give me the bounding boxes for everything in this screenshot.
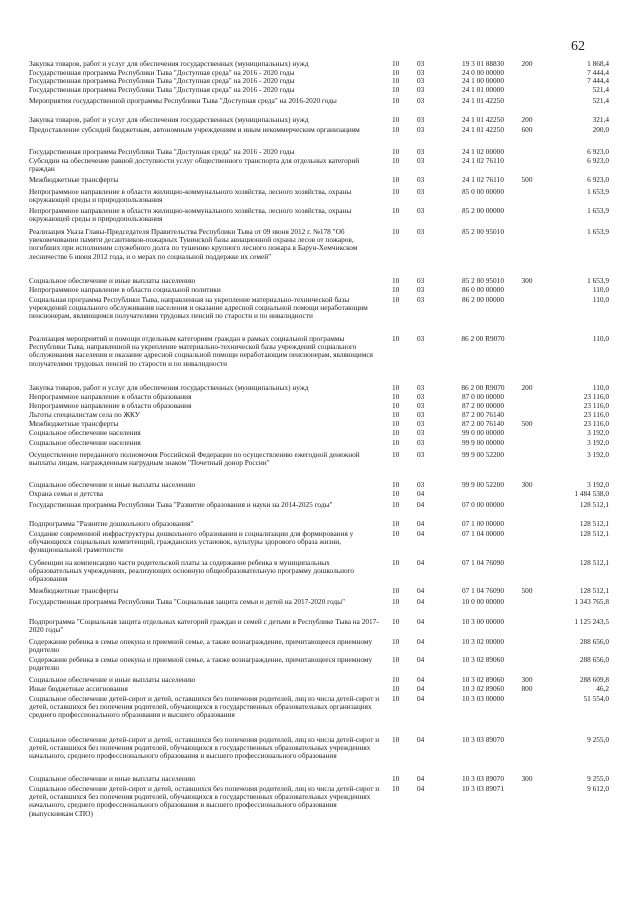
section-code: 10 — [392, 410, 400, 419]
subsection-code: 04 — [417, 489, 425, 498]
amount: 3 192,0 — [587, 480, 609, 489]
section-code: 10 — [392, 156, 400, 165]
subsection-code: 04 — [417, 586, 425, 595]
amount: 23 116,0 — [583, 419, 609, 428]
subsection-code: 04 — [417, 675, 425, 684]
subsection-code: 03 — [417, 76, 425, 85]
target-article-code: 87 2 00 76140 — [462, 419, 504, 428]
target-article-code: 10 3 03 89070 — [462, 735, 504, 744]
amount: 7 444,4 — [587, 68, 609, 77]
section-code: 10 — [392, 558, 400, 567]
amount: 9 255,0 — [587, 774, 609, 783]
row-name: Социальное обеспечение и иные выплаты населению — [29, 774, 196, 783]
amount: 3 192,0 — [587, 450, 609, 459]
amount: 288 609,8 — [579, 675, 609, 684]
section-code: 10 — [392, 187, 400, 196]
target-article-code: 24 1 01 00000 — [462, 85, 504, 94]
row-name: Реализация мероприятий и помощи отдельным категориям граждан в рамках социальной программы Республики Тыва, направленной на укрепление материально-технической базы учреждений социального обслуживания населения и оказание адресной социальной помощи неработающим пенсионерам, являющимся получателями трудовых пенсий по старости и по инвалидности — [29, 334, 374, 368]
row-name: Льготы специалистам села по ЖКУ — [29, 410, 140, 419]
subsection-code: 03 — [417, 276, 425, 285]
section-code: 10 — [392, 684, 400, 693]
amount: 1 125 243,5 — [574, 617, 609, 626]
row-name: Государственная программа Республики Тыва "Доступная среда" на 2016 - 2020 годы — [29, 147, 295, 156]
amount: 3 192,0 — [587, 438, 609, 447]
target-article-code: 10 0 00 00000 — [462, 597, 504, 606]
target-article-code: 24 1 02 76110 — [462, 156, 504, 165]
amount: 200,0 — [592, 125, 609, 134]
expense-type-code: 300 — [521, 276, 533, 285]
section-code: 10 — [392, 438, 400, 447]
target-article-code: 86 2 00 00000 — [462, 295, 504, 304]
target-article-code: 07 1 04 76090 — [462, 558, 504, 567]
target-article-code: 86 2 00 R9070 — [461, 334, 505, 343]
subsection-code: 03 — [417, 383, 425, 392]
subsection-code: 03 — [417, 438, 425, 447]
expense-type-code: 200 — [521, 59, 533, 68]
target-article-code: 87 0 00 00000 — [462, 392, 504, 401]
section-code: 10 — [392, 334, 400, 343]
section-code: 10 — [392, 597, 400, 606]
target-article-code: 99 9 00 52200 — [462, 480, 504, 489]
section-code: 10 — [392, 617, 400, 626]
row-name: Непрограммное направление в области жилищно-коммунального хозяйства, лесного хозяйства, охраны окружающей среды и природопользования — [29, 187, 352, 205]
expense-type-code: 200 — [521, 115, 533, 124]
amount: 1 343 765,8 — [574, 597, 609, 606]
subsection-code: 03 — [417, 410, 425, 419]
row-name: Непрограммное направление в области образования — [29, 401, 192, 410]
section-code: 10 — [392, 295, 400, 304]
amount: 128 512,1 — [579, 519, 609, 528]
subsection-code: 04 — [417, 655, 425, 664]
row-name: Социальное обеспечение населения — [29, 438, 141, 447]
section-code: 10 — [392, 401, 400, 410]
subsection-code: 03 — [417, 125, 425, 134]
section-code: 10 — [392, 125, 400, 134]
target-article-code: 85 2 00 95010 — [462, 276, 504, 285]
subsection-code: 03 — [417, 428, 425, 437]
amount: 23 116,0 — [583, 410, 609, 419]
amount: 6 923,0 — [587, 175, 609, 184]
amount: 288 656,0 — [579, 637, 609, 646]
section-code: 10 — [392, 519, 400, 528]
row-name: Содержание ребенка в семье опекуна и приемной семье, а также вознаграждение, причитающееся приемному родителю — [29, 637, 373, 655]
section-code: 10 — [392, 735, 400, 744]
subsection-code: 04 — [417, 529, 425, 538]
target-article-code: 24 1 01 42250 — [462, 125, 504, 134]
subsection-code: 03 — [417, 206, 425, 215]
row-name: Социальная программа Республики Тыва, направленная на укрепление материально-технической базы учреждений социального обслуживания населения и оказание адресной социальной помощи неработающим пенсионерам, являющимся получателями трудовых пенсий по старости и по инвалидности — [29, 295, 368, 321]
section-code: 10 — [392, 206, 400, 215]
subsection-code: 04 — [417, 684, 425, 693]
target-article-code: 10 3 00 00000 — [462, 617, 504, 626]
amount: 1 868,4 — [587, 59, 609, 68]
row-name: Социальное обеспечение и иные выплаты населению — [29, 276, 196, 285]
amount: 1 653,9 — [587, 187, 609, 196]
row-name: Субсидии на обеспечение равной доступности услуг общественного транспорта для отдельных категорий граждан — [29, 156, 360, 174]
row-name: Подпрограмма "Развитие дошкольного образования" — [29, 519, 194, 528]
amount: 521,4 — [592, 96, 609, 105]
row-name: Социальное обеспечение детей-сирот и детей, оставшихся без попечения родителей, лиц из числа детей-сирот и детей, оставшихся без попечения родителей, обучающихся в государственных образовательных учреждениях начального, среднего профессионального образования и высшего профессионального образования (выпускникам СПО) — [29, 784, 380, 818]
section-code: 10 — [392, 694, 400, 703]
amount: 288 656,0 — [579, 655, 609, 664]
target-article-code: 10 3 02 89060 — [462, 655, 504, 664]
section-code: 10 — [392, 500, 400, 509]
target-article-code: 07 1 00 00000 — [462, 519, 504, 528]
amount: 110,0 — [592, 295, 609, 304]
row-name: Мероприятия государственной программы Республики Тыва "Доступная среда" на 2016-2020 годы — [29, 96, 337, 105]
section-code: 10 — [392, 276, 400, 285]
row-name: Непрограммное направление в области жилищно-коммунального хозяйства, лесного хозяйства, охраны окружающей среды и природопользования — [29, 206, 352, 224]
row-name: Охрана семьи и детства — [29, 489, 103, 498]
section-code: 10 — [392, 227, 400, 236]
subsection-code: 03 — [417, 68, 425, 77]
target-article-code: 85 2 00 00000 — [462, 206, 504, 215]
subsection-code: 04 — [417, 774, 425, 783]
subsection-code: 03 — [417, 285, 425, 294]
subsection-code: 04 — [417, 637, 425, 646]
amount: 6 923,0 — [587, 147, 609, 156]
row-name: Осуществление переданного полномочия Российской Федерации по осуществлению ежегодной денежной выплаты лицам, награжденным нагрудным знаком "Почетный донор России" — [29, 450, 360, 468]
row-name: Межбюджетные трансферты — [29, 586, 119, 595]
subsection-code: 03 — [417, 295, 425, 304]
expense-type-code: 500 — [521, 586, 533, 595]
amount: 46,2 — [596, 684, 609, 693]
expense-type-code: 800 — [521, 684, 533, 693]
section-code: 10 — [392, 285, 400, 294]
row-name: Межбюджетные трансферты — [29, 175, 119, 184]
subsection-code: 04 — [417, 784, 425, 793]
target-article-code: 10 3 02 89060 — [462, 675, 504, 684]
amount: 23 116,0 — [583, 392, 609, 401]
amount: 6 923,0 — [587, 156, 609, 165]
row-name: Реализация Указа Главы-Председателя Правительства Республики Тыва от 09 июня 2012 г. №178 "Об увековечивании памяти десантников-пожарных Тувинской базы авиационной охраны лесов от пожаров, погибших при исполнении служебного долга по тушению крупного лесного пожара в Барун-Хемчикском лесничестве 6 июня 2012 года, и о мерах по социальной поддержке их семей" — [29, 227, 358, 261]
amount: 9 255,0 — [587, 735, 609, 744]
section-code: 10 — [392, 147, 400, 156]
target-article-code: 99 0 00 00000 — [462, 428, 504, 437]
section-code: 10 — [392, 68, 400, 77]
target-article-code: 24 1 02 76110 — [462, 175, 504, 184]
subsection-code: 03 — [417, 156, 425, 165]
row-name: Социальное обеспечение населения — [29, 428, 141, 437]
subsection-code: 03 — [417, 401, 425, 410]
row-name: Содержание ребенка в семье опекуна и приемной семье, а также вознаграждение, причитающееся приемному родителю — [29, 655, 373, 673]
target-article-code: 24 1 01 42250 — [462, 96, 504, 105]
row-name: Создание современной инфраструктуры дошкольного образования и социализации для формирования у обучающихся социальных компетенций, гражданских установок, культуры здорового образа жизни, функциональной грамотности — [29, 529, 354, 555]
subsection-code: 03 — [417, 187, 425, 196]
amount: 110,0 — [592, 285, 609, 294]
amount: 128 512,1 — [579, 529, 609, 538]
section-code: 10 — [392, 96, 400, 105]
section-code: 10 — [392, 175, 400, 184]
subsection-code: 04 — [417, 597, 425, 606]
target-article-code: 10 3 03 89070 — [462, 774, 504, 783]
expense-type-code: 600 — [521, 125, 533, 134]
section-code: 10 — [392, 529, 400, 538]
section-code: 10 — [392, 586, 400, 595]
subsection-code: 03 — [417, 59, 425, 68]
target-article-code: 07 0 00 00000 — [462, 500, 504, 509]
target-article-code: 87 2 00 00000 — [462, 401, 504, 410]
expense-type-code: 200 — [521, 383, 533, 392]
row-name: Предоставление субсидий бюджетным, автономным учреждениям и иным некоммерческим организациям — [29, 125, 360, 134]
amount: 1 653,9 — [587, 276, 609, 285]
target-article-code: 24 1 01 42250 — [462, 115, 504, 124]
section-code: 10 — [392, 450, 400, 459]
section-code: 10 — [392, 115, 400, 124]
amount: 9 612,0 — [587, 784, 609, 793]
amount: 23 116,0 — [583, 401, 609, 410]
amount: 3 192,0 — [587, 428, 609, 437]
target-article-code: 19 3 01 88830 — [462, 59, 504, 68]
section-code: 10 — [392, 392, 400, 401]
target-article-code: 24 0 00 00000 — [462, 68, 504, 77]
subsection-code: 03 — [417, 175, 425, 184]
row-name: Социальное обеспечение детей-сирот и детей, оставшихся без попечения родителей, лиц из числа детей-сирот и детей, оставшихся без попечения родителей, обучающихся в государственных образовательных организациях среднего профессионального образования и высшего образования — [29, 694, 380, 720]
amount: 521,4 — [592, 85, 609, 94]
row-name: Социальное обеспечение и иные выплаты населению — [29, 675, 196, 684]
row-name: Закупка товаров, работ и услуг для обеспечения государственных (муниципальных) нужд — [29, 383, 309, 392]
target-article-code: 87 2 00 76140 — [462, 410, 504, 419]
target-article-code: 86 0 00 00000 — [462, 285, 504, 294]
subsection-code: 03 — [417, 115, 425, 124]
section-code: 10 — [392, 59, 400, 68]
section-code: 10 — [392, 428, 400, 437]
section-code: 10 — [392, 480, 400, 489]
row-name: Государственная программа Республики Тыва "Доступная среда" на 2016 - 2020 годы — [29, 85, 295, 94]
subsection-code: 04 — [417, 558, 425, 567]
page-number: 62 — [571, 39, 585, 54]
target-article-code: 07 1 04 00000 — [462, 529, 504, 538]
subsection-code: 03 — [417, 419, 425, 428]
row-name: Закупка товаров, работ и услуг для обеспечения государственных (муниципальных) нужд — [29, 115, 309, 124]
target-article-code: 10 3 03 00000 — [462, 694, 504, 703]
row-name: Субвенции на компенсацию части родительской платы за содержание ребенка в муниципальных образовательных учреждениях, реализующих основную общеобразовательную программу дошкольного образования — [29, 558, 355, 584]
target-article-code: 99 9 00 00000 — [462, 438, 504, 447]
subsection-code: 04 — [417, 500, 425, 509]
section-code: 10 — [392, 774, 400, 783]
expense-type-code: 300 — [521, 675, 533, 684]
section-code: 10 — [392, 489, 400, 498]
section-code: 10 — [392, 76, 400, 85]
subsection-code: 03 — [417, 450, 425, 459]
section-code: 10 — [392, 85, 400, 94]
row-name: Иные бюджетные ассигнования — [29, 684, 128, 693]
row-name: Государственная программа Республики Тыва "Доступная среда" на 2016 - 2020 годы — [29, 68, 295, 77]
row-name: Непрограммное направление в области образования — [29, 392, 192, 401]
subsection-code: 04 — [417, 617, 425, 626]
section-code: 10 — [392, 419, 400, 428]
subsection-code: 03 — [417, 480, 425, 489]
expense-type-code: 500 — [521, 175, 533, 184]
target-article-code: 85 0 00 00000 — [462, 187, 504, 196]
target-article-code: 85 2 00 95010 — [462, 227, 504, 236]
amount: 7 444,4 — [587, 76, 609, 85]
row-name: Непрограммное направление в области социальной политики — [29, 285, 221, 294]
target-article-code: 86 2 00 R9070 — [461, 383, 505, 392]
row-name: Государственная программа Республики Тыва "Развитие образования и науки на 2014-2025 годы" — [29, 500, 333, 509]
subsection-code: 03 — [417, 85, 425, 94]
row-name: Государственная программа Республики Тыва "Доступная среда" на 2016 - 2020 годы — [29, 76, 295, 85]
amount: 1 484 538,0 — [574, 489, 609, 498]
section-code: 10 — [392, 784, 400, 793]
section-code: 10 — [392, 655, 400, 664]
target-article-code: 99 9 00 52200 — [462, 450, 504, 459]
amount: 128 512,1 — [579, 586, 609, 595]
row-name: Социальное обеспечение детей-сирот и детей, оставшихся без попечения родителей, лиц из числа детей-сирот и детей, оставшихся без попечения родителей, обучающихся в государственных образовательных учреждениях начального, среднего профессионального образования и высшего профессионального образования — [29, 735, 380, 761]
row-name: Социальное обеспечение и иные выплаты населению — [29, 480, 196, 489]
target-article-code: 24 1 02 00000 — [462, 147, 504, 156]
subsection-code: 04 — [417, 694, 425, 703]
amount: 128 512,1 — [579, 500, 609, 509]
expense-type-code: 300 — [521, 480, 533, 489]
section-code: 10 — [392, 675, 400, 684]
row-name: Закупка товаров, работ и услуг для обеспечения государственных (муниципальных) нужд — [29, 59, 309, 68]
target-article-code: 10 3 03 89071 — [462, 784, 504, 793]
amount: 321,4 — [592, 115, 609, 124]
target-article-code: 24 1 00 00000 — [462, 76, 504, 85]
amount: 110,0 — [592, 383, 609, 392]
row-name: Подпрограмма "Социальная защита отдельных категорий граждан и семей с детьми в Республике Тыва на 2017-2020 годы" — [29, 617, 379, 635]
target-article-code: 10 3 02 00000 — [462, 637, 504, 646]
row-name: Государственная программа Республики Тыва "Социальная защита семьи и детей на 2017-2020 годы" — [29, 597, 346, 606]
amount: 110,0 — [592, 334, 609, 343]
target-article-code: 07 1 04 76090 — [462, 586, 504, 595]
subsection-code: 03 — [417, 392, 425, 401]
amount: 51 554,0 — [583, 694, 609, 703]
row-name: Межбюджетные трансферты — [29, 419, 119, 428]
amount: 1 653,9 — [587, 227, 609, 236]
amount: 1 653,9 — [587, 206, 609, 215]
subsection-code: 03 — [417, 334, 425, 343]
subsection-code: 04 — [417, 519, 425, 528]
subsection-code: 04 — [417, 735, 425, 744]
section-code: 10 — [392, 637, 400, 646]
target-article-code: 10 3 02 89060 — [462, 684, 504, 693]
subsection-code: 03 — [417, 147, 425, 156]
amount: 128 512,1 — [579, 558, 609, 567]
subsection-code: 03 — [417, 227, 425, 236]
subsection-code: 03 — [417, 96, 425, 105]
expense-type-code: 300 — [521, 774, 533, 783]
expense-type-code: 500 — [521, 419, 533, 428]
section-code: 10 — [392, 383, 400, 392]
